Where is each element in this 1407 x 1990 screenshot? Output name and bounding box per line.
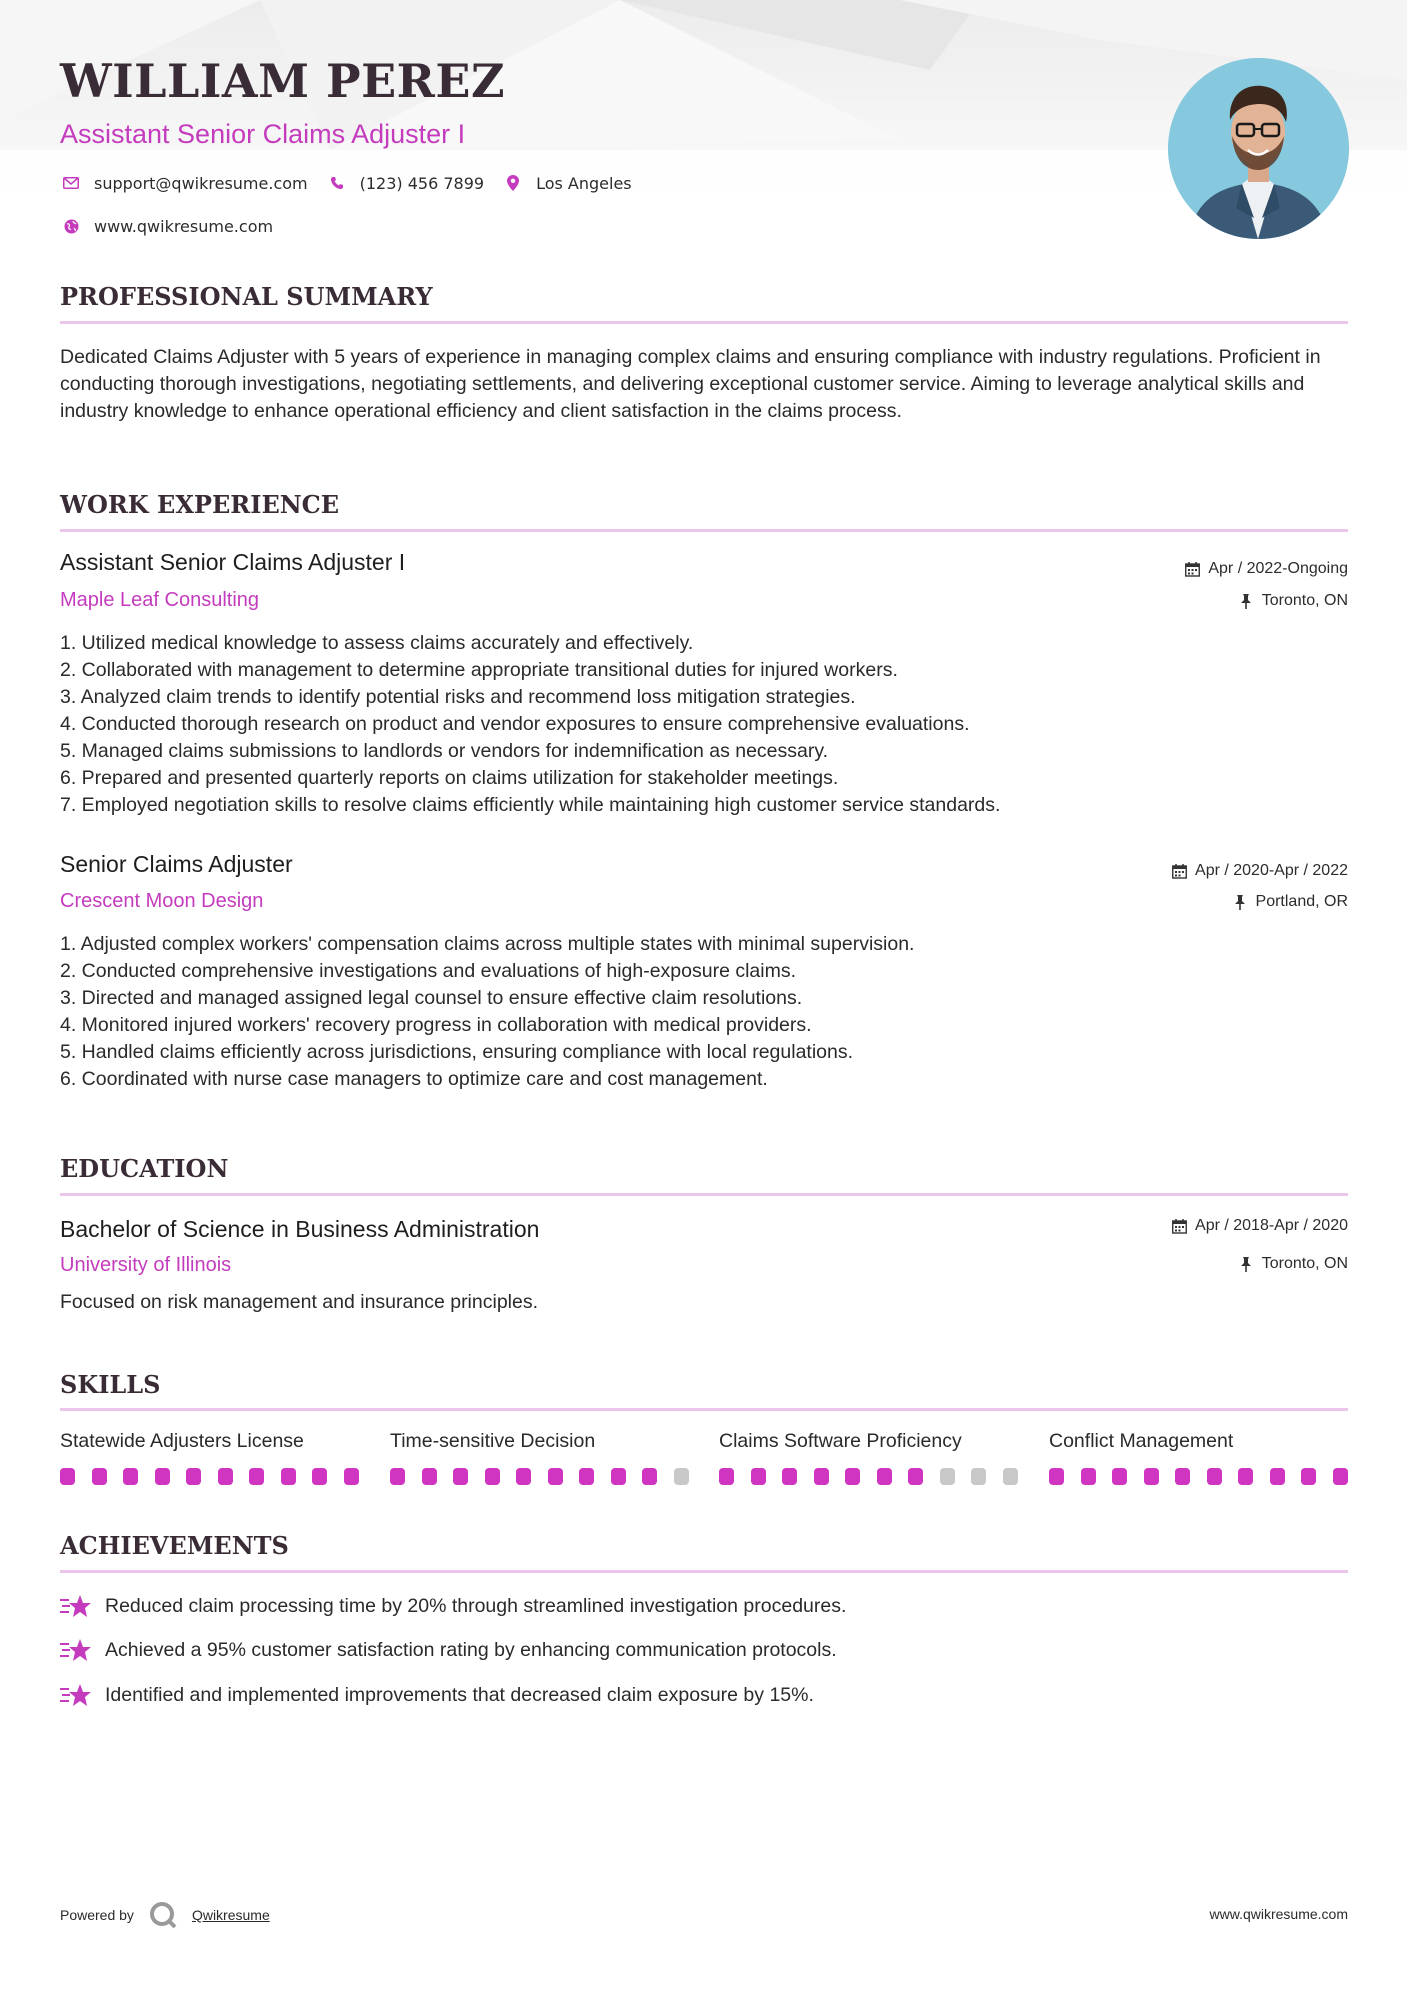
contact-location [502,172,632,194]
skill-dot-empty [940,1468,955,1485]
summary-divider [60,321,1348,324]
email-text: support@qwikresume.com [94,173,308,193]
phone-icon [326,172,348,194]
candidate-role: Assistant Senior Claims Adjuster I [60,119,466,149]
skill-dot-filled [516,1468,531,1485]
star-icon [60,1681,92,1709]
list-item: 4. Monitored injured workers' recovery progress in collaboration with medical providers. [60,1014,812,1036]
education-dates-text: Apr / 2018-Apr / 2020 [1195,1217,1348,1234]
skill-dot-filled [579,1468,594,1485]
skill-dot-filled [1081,1468,1096,1485]
job-dates [1171,862,1348,880]
education-heading: EDUCATION [60,1154,229,1183]
skill-dot-filled [1144,1468,1159,1485]
skill-label: Statewide Adjusters License [60,1430,304,1452]
achievement-item [60,1636,837,1664]
list-item: 7. Employed negotiation skills to resolve claims efficiently while maintaining high customer service standards. [60,794,1001,816]
skill-dot-filled [60,1468,75,1485]
achievements-heading: ACHIEVEMENTS [60,1531,289,1560]
qwikresume-link[interactable]: Qwikresume [191,1907,270,1923]
skill-dot-filled [218,1468,233,1485]
education-location-text: Toronto, ON [1261,1255,1348,1272]
location-text: Los Angeles [536,173,632,193]
list-item: 1. Adjusted complex workers' compensation claims across multiple states with minimal supervision. [60,933,915,955]
job-location [1232,893,1348,911]
skill-dot-filled [548,1468,563,1485]
job-dates-text: Apr / 2020-Apr / 2022 [1195,862,1348,879]
school-name: University of Illinois [60,1254,232,1276]
education-location [1238,1255,1348,1273]
job-company: Maple Leaf Consulting [60,589,260,611]
skill-item [719,1430,1019,1453]
achievements-divider [60,1570,1348,1573]
skill-dot-filled [642,1468,657,1485]
skill-rating [1049,1468,1364,1485]
job-location-text: Toronto, ON [1261,592,1348,609]
powered-by-label: Powered by [60,1907,134,1923]
skill-dot-filled [845,1468,860,1485]
list-item: 4. Conducted thorough research on product and vendor exposures to ensure comprehensive evaluations. [60,713,970,735]
skill-dot-filled [123,1468,138,1485]
skill-dot-empty [971,1468,986,1485]
footer-powered-by [60,1900,270,1930]
calendar-icon [1171,863,1187,879]
job-title: Assistant Senior Claims Adjuster I [60,549,406,575]
achievement-text: Identified and implemented improvements that decreased claim exposure by 15%. [105,1683,814,1706]
achievement-item [60,1681,814,1709]
contact-row [60,172,650,194]
summary-text: Dedicated Claims Adjuster with 5 years of experience in managing complex claims and ensuring compliance with industry regulations. Proficient in conducting thorough investigations, negotiating settlements, and delivering exceptional customer service. Aiming to leverage analytical skills and industry knowledge to enhance operational efficiency and client satisfaction in the claims process. [60,346,1321,422]
contact-email[interactable] [60,172,308,194]
skill-dot-filled [422,1468,437,1485]
envelope-icon [60,172,82,194]
pushpin-icon [1238,1256,1254,1272]
skill-dot-filled [1238,1468,1253,1485]
list-item: 3. Directed and managed assigned legal counsel to ensure effective claim resolutions. [60,987,803,1009]
skill-dot-filled [344,1468,359,1485]
skill-dot-filled [485,1468,500,1485]
map-pin-icon [502,172,524,194]
skill-dot-filled [281,1468,296,1485]
skill-rating [390,1468,705,1485]
skill-dot-filled [877,1468,892,1485]
star-icon [60,1636,92,1664]
skills-divider [60,1408,1348,1411]
list-item: 3. Analyzed claim trends to identify potential risks and recommend loss mitigation strategies. [60,686,856,708]
skill-dot-filled [1112,1468,1127,1485]
list-item: 2. Conducted comprehensive investigations and evaluations of high-exposure claims. [60,960,797,982]
skill-label: Time-sensitive Decision [390,1430,596,1452]
list-item: 2. Collaborated with management to determine appropriate transitional duties for injured workers. [60,659,898,681]
skill-dot-filled [751,1468,766,1485]
skill-dot-filled [1049,1468,1064,1485]
skill-item [1049,1430,1349,1453]
skill-dot-empty [674,1468,689,1485]
skill-item [390,1430,690,1453]
skill-dot-filled [782,1468,797,1485]
job-title: Senior Claims Adjuster [60,851,293,877]
education-dates [1171,1217,1348,1235]
education-divider [60,1193,1348,1196]
achievement-text: Reduced claim processing time by 20% through streamlined investigation procedures. [105,1594,847,1617]
skill-dot-filled [1175,1468,1190,1485]
job-dates-text: Apr / 2022-Ongoing [1208,560,1348,577]
contact-row-website [60,215,291,237]
list-item: 1. Utilized medical knowledge to assess claims accurately and effectively. [60,632,694,654]
contact-phone[interactable] [326,172,484,194]
job-duties-list [60,931,1350,1093]
calendar-icon [1184,561,1200,577]
pushpin-icon [1232,894,1248,910]
profile-photo [1168,58,1349,239]
skill-dot-filled [249,1468,264,1485]
skill-dot-filled [390,1468,405,1485]
achievement-item [60,1592,846,1620]
skills-heading: SKILLS [60,1370,161,1399]
skill-label: Conflict Management [1049,1430,1234,1452]
list-item: 5. Managed claims submissions to landlords or vendors for indemnification as necessary. [60,740,829,762]
star-icon [60,1592,92,1620]
website-text: www.qwikresume.com [94,216,274,236]
calendar-icon [1171,1218,1187,1234]
globe-icon [60,215,82,237]
skill-item [60,1430,360,1453]
job-dates [1184,560,1348,578]
skill-dot-filled [155,1468,170,1485]
job-location [1238,592,1348,610]
summary-heading: PROFESSIONAL SUMMARY [60,282,433,311]
skill-dot-filled [611,1468,626,1485]
list-item: 6. Coordinated with nurse case managers to optimize care and cost management. [60,1068,768,1090]
job-location-text: Portland, OR [1255,893,1348,910]
skill-dot-filled [92,1468,107,1485]
skill-dot-filled [1301,1468,1316,1485]
pushpin-icon [1238,593,1254,609]
degree-title: Bachelor of Science in Business Administration [60,1216,540,1242]
phone-text: (123) 456 7899 [359,173,485,193]
list-item: 5. Handled claims efficiently across jurisdictions, ensuring compliance with local regulations. [60,1041,854,1063]
skill-dot-filled [719,1468,734,1485]
education-description: Focused on risk management and insurance principles. [60,1291,539,1313]
skill-rating [60,1468,375,1485]
list-item: 6. Prepared and presented quarterly reports on claims utilization for stakeholder meetings. [60,767,839,789]
skill-dot-filled [186,1468,201,1485]
skill-dot-filled [1207,1468,1222,1485]
skill-dot-filled [908,1468,923,1485]
skill-dot-filled [814,1468,829,1485]
skill-rating [719,1468,1034,1485]
skill-dot-filled [1270,1468,1285,1485]
skill-dot-filled [312,1468,327,1485]
skill-dot-empty [1003,1468,1018,1485]
job-company: Crescent Moon Design [60,890,264,912]
skill-label: Claims Software Proficiency [719,1430,962,1452]
skill-dot-filled [1333,1468,1348,1485]
experience-heading: WORK EXPERIENCE [60,490,340,519]
job-duties-list [60,630,1350,819]
experience-divider [60,529,1348,532]
achievement-text: Achieved a 95% customer satisfaction rating by enhancing communication protocols. [105,1638,837,1661]
candidate-name: WILLIAM PEREZ [60,54,506,108]
contact-website[interactable] [60,215,273,237]
skill-dot-filled [453,1468,468,1485]
qwikresume-logo-icon [148,1900,178,1930]
footer-url[interactable]: www.qwikresume.com [1209,1906,1348,1922]
